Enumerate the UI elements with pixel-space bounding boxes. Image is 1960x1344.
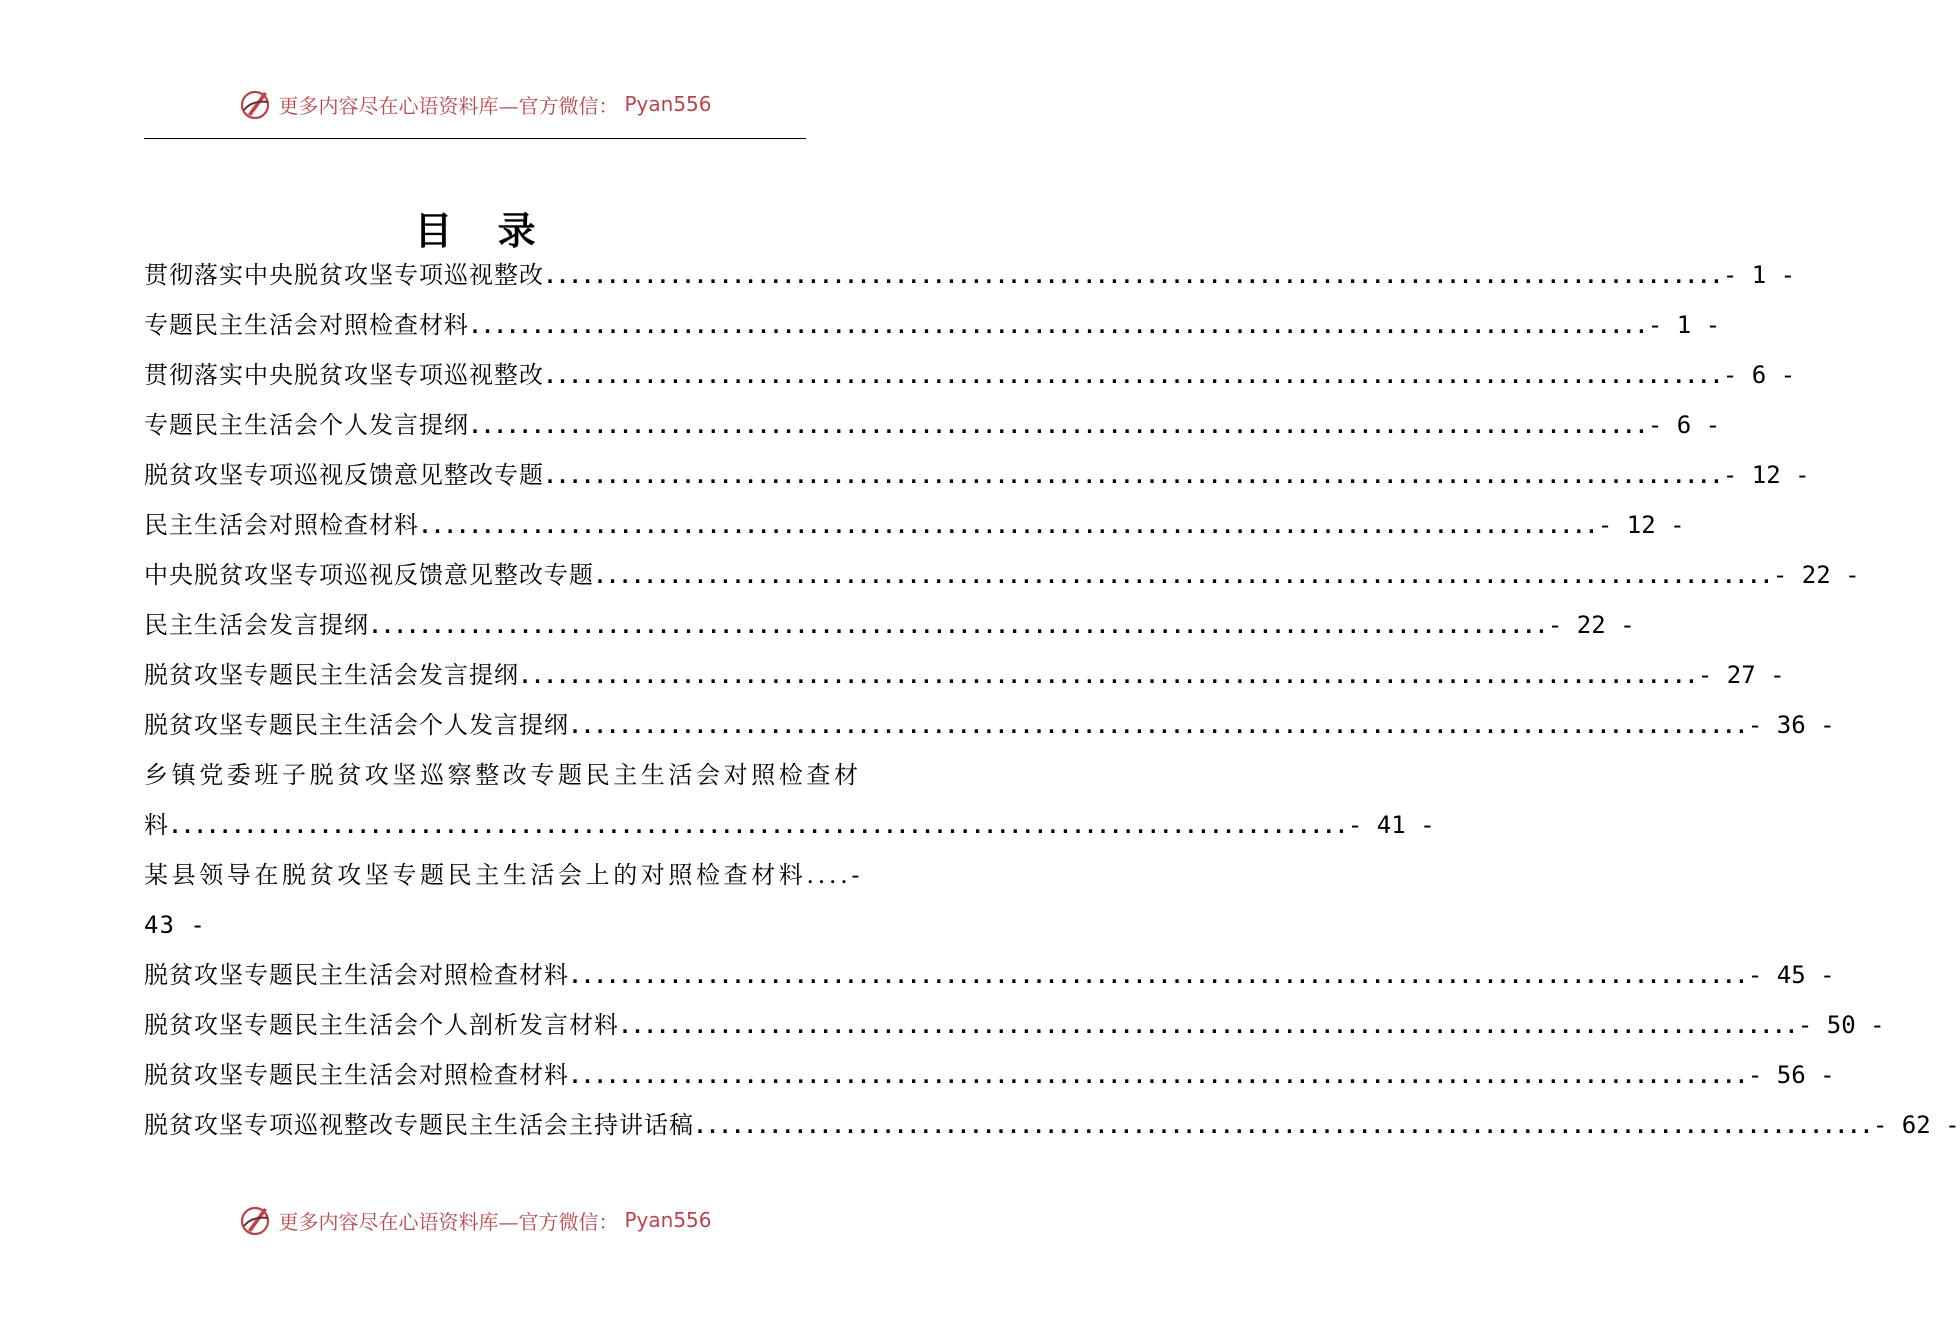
header-text: 更多内容尽在心语资料库—官方微信： <box>278 93 619 118</box>
toc-entry-title: 中央脱贫攻坚专项巡视反馈意见整改专题 <box>144 561 594 589</box>
toc-entry-page: - 6 - <box>1647 411 1721 439</box>
toc-entry-page: - 1 - <box>1647 311 1721 339</box>
toc-entry[interactable] <box>144 400 1721 450</box>
toc-entry-title: 脱贫攻坚专题民主生活会个人发言提纲 <box>144 711 569 739</box>
toc-entry-page: - 36 - <box>1747 711 1835 739</box>
toc-entry-title: 贯彻落实中央脱贫攻坚专项巡视整改 <box>144 361 544 389</box>
toc-entry-title: 脱贫攻坚专题民主生活会对照检查材料 <box>144 1061 569 1089</box>
toc-entry-page: 43 - <box>144 911 206 939</box>
toc-entry-page: - 45 - <box>1747 961 1835 989</box>
toc-entry-page: - 6 - <box>1722 361 1796 389</box>
toc-entry-page: - 22 - <box>1772 561 1860 589</box>
footer-wechat-id: Pyan556 <box>624 1208 712 1232</box>
toc-entry[interactable] <box>144 1000 1885 1050</box>
toc-leader-dots: .............................................................................................. <box>519 664 1698 688</box>
toc-entry[interactable] <box>144 950 1835 1000</box>
toc-entry-title: 脱贫攻坚专题民主生活会个人剖析发言材料 <box>144 1011 619 1039</box>
toc-entry[interactable] <box>144 1100 1960 1150</box>
toc-entry-line1[interactable]: 某县领导在脱贫攻坚专题民主生活会上的对照检查材料....- <box>144 861 864 889</box>
toc-entry-title: 民主生活会对照检查材料 <box>144 511 419 539</box>
toc-entry-title: 脱贫攻坚专项巡视整改专题民主生活会主持讲话稿 <box>144 1111 694 1139</box>
toc-leader-dots: .............................................................................................. <box>369 614 1548 638</box>
pen-logo-icon <box>238 1202 274 1238</box>
toc-leader-dots: .............................................................................................. <box>544 464 1723 488</box>
toc-entry[interactable] <box>144 1050 1835 1100</box>
toc-leader-dots: .............................................................................................. <box>569 714 1748 738</box>
toc-entry-title: 脱贫攻坚专题民主生活会发言提纲 <box>144 661 519 689</box>
toc-entry[interactable] <box>144 350 1796 400</box>
toc-leader-dots: .............................................................................................. <box>469 414 1648 438</box>
toc-leader-dots: .............................................................................................. <box>419 514 1598 538</box>
toc-entry-page: - 27 - <box>1697 661 1785 689</box>
page-title: 目 录 <box>414 208 552 253</box>
toc-leader-dots: .............................................................................................. <box>594 564 1773 588</box>
toc-entry-title: 专题民主生活会对照检查材料 <box>144 311 469 339</box>
toc-entry-title: 脱贫攻坚专项巡视反馈意见整改专题 <box>144 461 544 489</box>
toc-leader-dots: .............................................................................................. <box>469 314 1648 338</box>
toc-leader-dots: .............................................................................................. <box>619 1014 1798 1038</box>
toc-leader-dots: .............................................................................................. <box>569 1064 1748 1088</box>
toc-entry-title: 料 <box>144 811 169 839</box>
toc-entry-title: 贯彻落实中央脱贫攻坚专项巡视整改 <box>144 261 544 289</box>
footer-text: 更多内容尽在心语资料库—官方微信： <box>278 1209 619 1234</box>
toc-leader-dots: .............................................................................................. <box>694 1114 1873 1138</box>
toc-entry-title: 民主生活会发言提纲 <box>144 611 369 639</box>
toc-entry[interactable] <box>144 550 1860 600</box>
toc-entry[interactable] <box>144 250 1796 300</box>
header-wechat-id: Pyan556 <box>624 92 712 116</box>
toc-entry-page: - 1 - <box>1722 261 1796 289</box>
toc-entry[interactable] <box>144 450 1810 500</box>
toc-entry-line2[interactable] <box>144 800 1435 850</box>
pen-logo-icon <box>238 86 274 122</box>
header-banner <box>0 84 950 124</box>
toc-entry[interactable] <box>144 500 1685 550</box>
toc-entry-page: - 12 - <box>1597 511 1685 539</box>
toc-leader-dots: .............................................................................................. <box>169 814 1348 838</box>
toc-leader-dots: .............................................................................................. <box>544 364 1723 388</box>
toc-leader-dots: .............................................................................................. <box>569 964 1748 988</box>
toc-entry-page: - 41 - <box>1347 811 1435 839</box>
toc-entry-title: 专题民主生活会个人发言提纲 <box>144 411 469 439</box>
toc-entry-page: - 22 - <box>1547 611 1635 639</box>
toc-entry[interactable] <box>144 600 1635 650</box>
toc-leader-dots: .............................................................................................. <box>544 264 1723 288</box>
toc-entry-page: - 56 - <box>1747 1061 1835 1089</box>
table-of-contents <box>144 250 1960 1150</box>
toc-entry-page: - 12 - <box>1722 461 1810 489</box>
toc-entry[interactable] <box>144 300 1721 350</box>
toc-entry-line2[interactable] <box>144 900 806 950</box>
toc-entry-title: 脱贫攻坚专题民主生活会对照检查材料 <box>144 961 569 989</box>
toc-entry[interactable] <box>144 650 1785 700</box>
toc-entry-line1[interactable]: 乡镇党委班子脱贫攻坚巡察整改专题民主生活会对照检查材 <box>144 761 862 789</box>
toc-entry-page: - 62 - <box>1872 1111 1960 1139</box>
footer-banner <box>0 1200 950 1240</box>
toc-entry[interactable] <box>144 700 1835 750</box>
header-divider <box>144 138 806 139</box>
toc-entry-page: - 50 - <box>1797 1011 1885 1039</box>
